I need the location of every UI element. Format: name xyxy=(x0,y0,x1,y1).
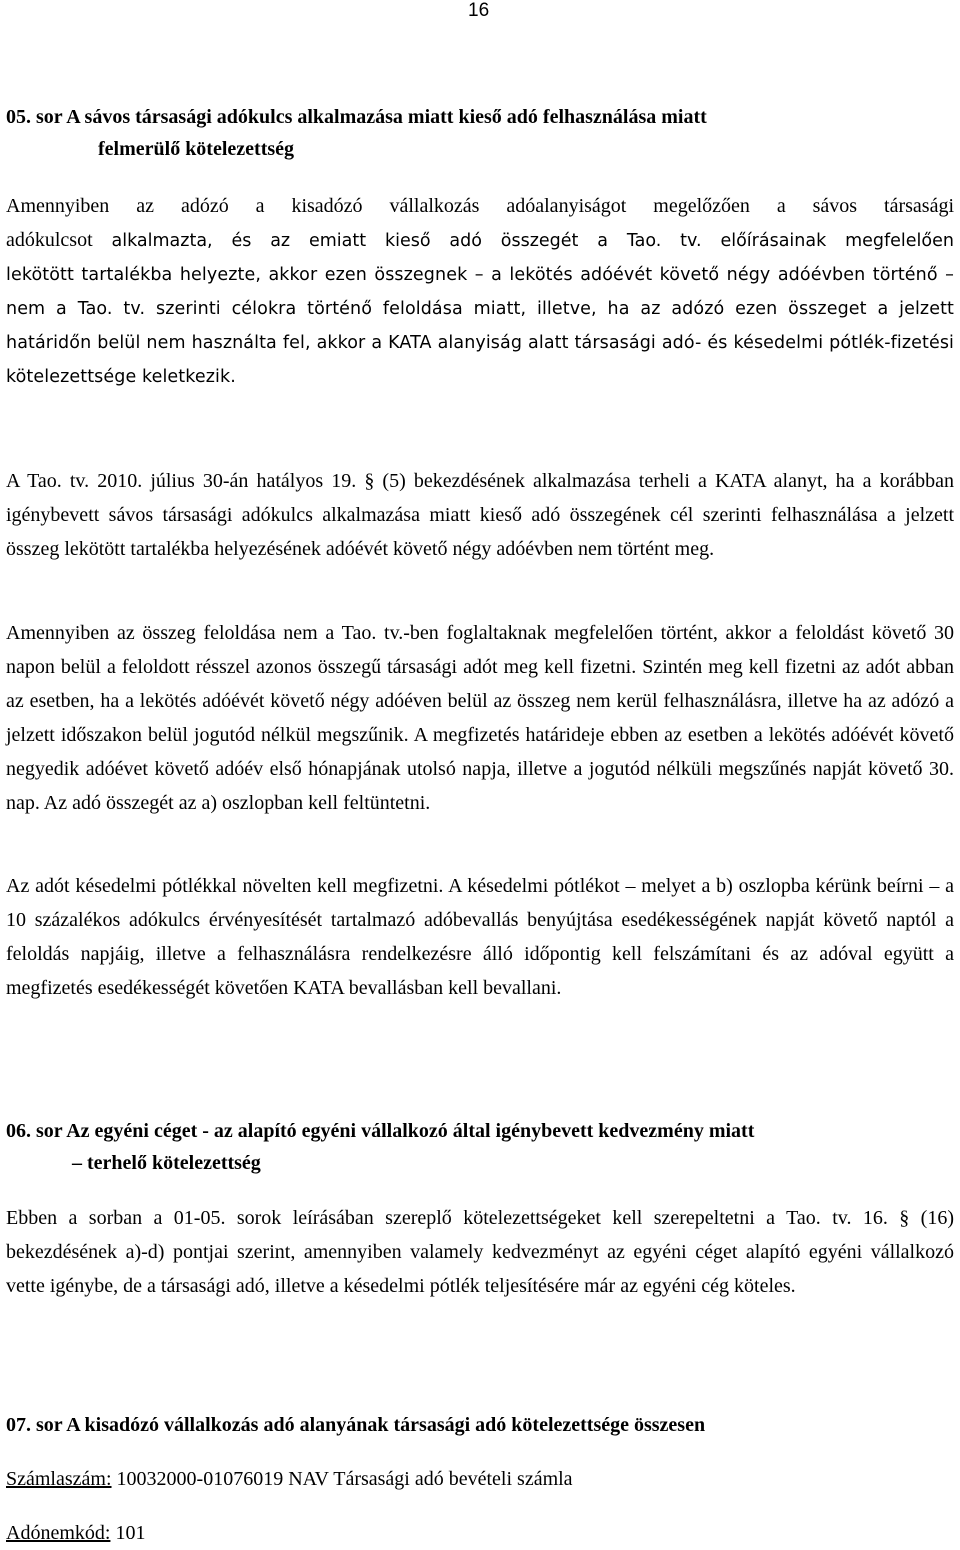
paragraph-1-line2-sans: alkalmazta, és az emiatt kieső adó összegét a Tao. tv. előírásainak megfelelően xyxy=(92,231,954,251)
paragraph-2-text: A Tao. tv. 2010. július 30-án hatályos 19. § (5) bekezdésének alkalmazása terheli a KATA alanyt, ha a korábban igénybevett sávos társasági adókulcs alkalmazása miatt kieső adó összegének cél szerinti felhasználása a jelzett összeg lekötött tartalékba helyezésének adóévét követő négy adóévben nem történt meg. xyxy=(6,470,954,560)
paragraph-1-line2-serif: adókulcsot xyxy=(6,229,93,251)
section-07-heading: 07. sor A kisadózó vállalkozás adó alanyának társasági adó kötelezettsége összesen xyxy=(6,1414,706,1436)
section-05-paragraph-3 xyxy=(6,616,954,820)
paragraph-3-text: Amennyiben az összeg feloldása nem a Tao. tv.-ben foglaltaknak megfelelően történt, akkor a feloldást követő 30 napon belül a feloldott résszel azonos összegű társasági adót meg kell fizetni. Szintén meg kell fizetni az adót abban az esetben, ha a lekötés adóévét követő négy adóéven belül az összeg nem kerül felhasználásra, illetve ha az adózó a jelzett időszakon belül jogutód nélkül megszűnik. A megfizetés határideje ebben az esetben a lekötés adóévét követő negyedik adóévet követő adóév első hónapjának utolsó napja, illetve a jogutód nélküli megszűnés napját követő 30. nap. Az adó összegét az a) oszlopban kell feltüntetni. xyxy=(6,622,954,814)
section-06-paragraph xyxy=(6,1201,954,1303)
section-06-paragraph-text: Ebben a sorban a 01-05. sorok leírásában szereplő kötelezettségeket kell szerepeltetni a Tao. tv. 16. § (16) bekezdésének a)-d) pontjai szerint, amennyiben valamely kedvezményt az egyéni céget alapító egyéni vállalkozó vette igénybe, de a társasági adó, illetve a késedelmi pótlék teljesítésére már az egyéni cég köteles. xyxy=(6,1207,954,1297)
page-number: 16 xyxy=(468,0,490,21)
account-number-label: Számlaszám: xyxy=(6,1468,112,1490)
tax-code-label: Adónemkód: xyxy=(6,1522,111,1544)
account-number-line xyxy=(6,1462,954,1496)
section-06-heading-line1: 06. sor Az egyéni céget - az alapító egyéni vállalkozó által igénybevett kedvezmény miatt xyxy=(6,1120,755,1142)
section-05-paragraph-1 xyxy=(6,189,954,394)
section-05-paragraph-4 xyxy=(6,869,954,1005)
section-05-paragraph-1-line2 xyxy=(6,223,954,258)
section-05-paragraph-1-line1: Amennyiben az adózó a kisadózó vállalkozás adóalanyiságot megelőzően a sávos társasági xyxy=(6,195,954,217)
section-05-heading-line1: 05. sor A sávos társasági adókulcs alkalmazása miatt kieső adó felhasználása miatt xyxy=(6,106,707,128)
section-06-heading xyxy=(6,1115,954,1179)
section-06-heading-line2: – terhelő kötelezettség xyxy=(72,1152,261,1174)
tax-code-line xyxy=(6,1516,954,1550)
paragraph-4-text: Az adót késedelmi pótlékkal növelten kell megfizetni. A késedelmi pótlékot – melyet a b) oszlopba kérünk beírni – a 10 százalékos adókulcs érvényesítését tartalmazó adóbevallás benyújtása esedékességének napját követő naptól a feloldás napjáig, illetve a felhasználásra rendelkezésre álló időpontig kell felszámítani és az adóval együtt a megfizetés esedékességét követően KATA bevallásban kell bevallani. xyxy=(6,875,954,999)
tax-code-value: 101 xyxy=(110,1522,146,1544)
section-05-paragraph-1-rest: lekötött tartalékba helyezte, akkor ezen összegnek – a lekötés adóévét követő négy adóévben történő – nem a Tao. tv. szerinti célokra történő feloldása miatt, illetve, ha az adózó ezen összeget a jelzett határidőn belül nem használta fel, akkor a KATA alanyiság alatt társasági adó- és késedelmi pótlék-fizetési kötelezettsége keletkezik. xyxy=(6,265,954,387)
section-05-heading-line2: felmerülő kötelezettség xyxy=(98,138,295,160)
section-05-paragraph-2 xyxy=(6,464,954,566)
section-05-heading xyxy=(6,101,954,165)
account-number-value: 10032000-01076019 NAV Társasági adó bevételi számla xyxy=(111,1468,573,1490)
